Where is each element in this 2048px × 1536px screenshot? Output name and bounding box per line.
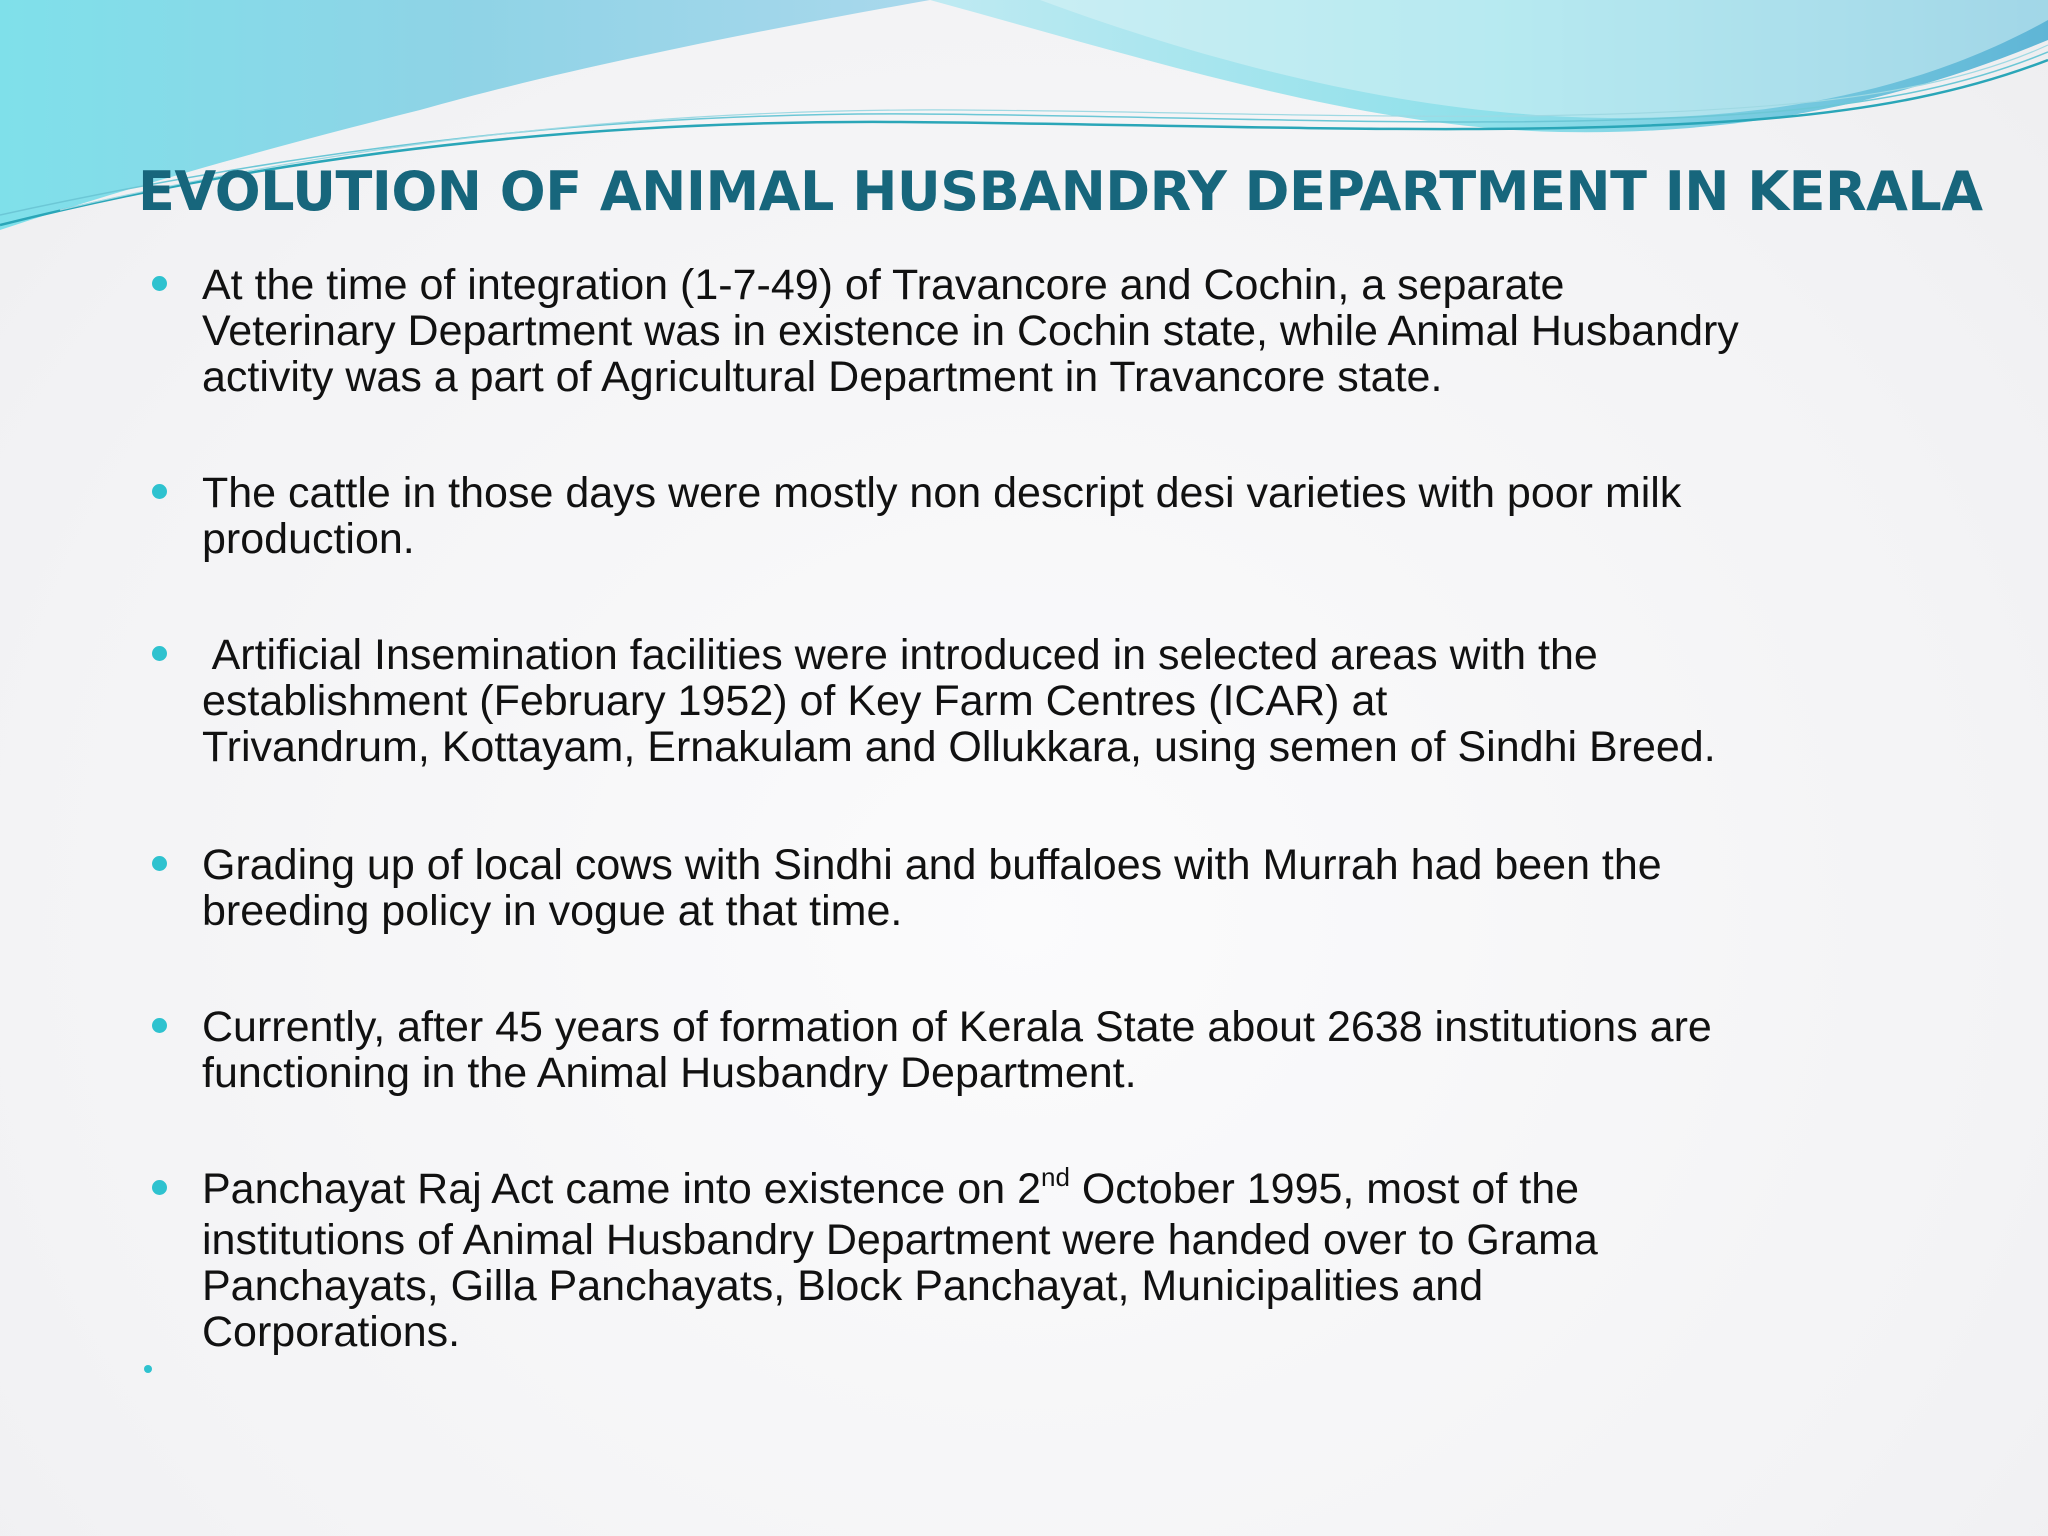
bullet-text-line: breeding policy in vogue at that time. <box>202 887 903 935</box>
bullet-text-line: Currently, after 45 years of formation of Kerala State about 2638 institutions are <box>202 1003 1712 1051</box>
bullet-item <box>202 1162 2002 1356</box>
bullet-text-line: The cattle in those days were mostly non descript desi varieties with poor milk <box>202 469 1682 517</box>
bullet-dot-icon <box>152 1018 167 1033</box>
bullet-text-segment: October 1995, most of the <box>1069 1165 1580 1213</box>
bullet-dot-icon <box>152 276 167 291</box>
bullet-text-segment: Panchayat Raj Act came into existence on 2 <box>202 1165 1041 1213</box>
bullet-text-line: Corporations. <box>202 1308 461 1356</box>
bullet-dot-icon <box>152 646 167 661</box>
bullet-text-line: production. <box>202 515 415 563</box>
bullet-dot-icon <box>152 1180 167 1195</box>
bullet-item <box>202 842 2002 934</box>
bullet-text-line: Veterinary Department was in existence in Cochin state, while Animal Husbandry <box>202 307 1739 355</box>
bullet-text-line: Panchayats, Gilla Panchayats, Block Panchayat, Municipalities and <box>202 1262 1484 1310</box>
bullet-dot-icon <box>152 856 167 871</box>
bullet-text-line: institutions of Animal Husbandry Department were handed over to Grama <box>202 1216 1598 1264</box>
bullet-text-line <box>202 1162 2002 1217</box>
bullet-text-line: Trivandrum, Kottayam, Ernakulam and Ollukkara, using semen of Sindhi Breed. <box>202 723 1716 771</box>
bullet-text-line: establishment (February 1952) of Key Farm Centres (ICAR) at <box>202 677 1388 725</box>
bullet-item <box>202 470 2002 562</box>
bullet-dot-icon <box>152 484 167 499</box>
bullet-text-line: functioning in the Animal Husbandry Department. <box>202 1049 1137 1097</box>
empty-bullet-dot-icon <box>144 1365 152 1373</box>
ordinal-suffix: nd <box>1040 1162 1070 1192</box>
bullet-text-line: activity was a part of Agricultural Department in Travancore state. <box>202 353 1443 401</box>
slide-title: EVOLUTION OF ANIMAL HUSBANDRY DEPARTMENT IN KERALA <box>138 160 1983 223</box>
bullet-item <box>202 262 2002 400</box>
bullet-text-line: At the time of integration (1-7-49) of Travancore and Cochin, a separate <box>202 261 1565 309</box>
bullet-item <box>202 1004 2002 1096</box>
bullet-item <box>202 632 2002 770</box>
bullet-text-line: Artificial Insemination facilities were introduced in selected areas with the <box>202 631 1598 679</box>
bullet-text-line: Grading up of local cows with Sindhi and buffaloes with Murrah had been the <box>202 841 1662 889</box>
